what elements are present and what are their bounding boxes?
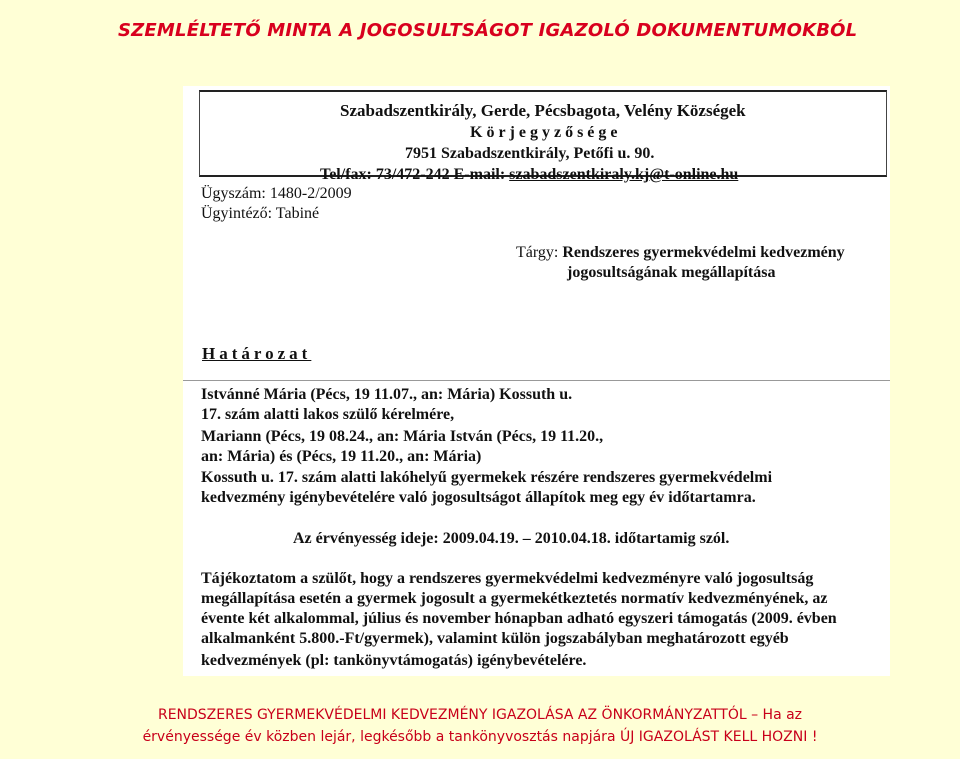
body-line: an: Mária) és (Pécs, 19 11.20., an: Mária) bbox=[201, 448, 482, 465]
scanned-document bbox=[183, 86, 890, 676]
footer-line-1: RENDSZERES GYERMEKVÉDELMI KEDVEZMÉNY IGAZOLÁSA AZ ÖNKORMÁNYZATTÓL – Ha az bbox=[157, 707, 803, 723]
letterhead-office: Körjegyzősége bbox=[470, 124, 622, 141]
divider bbox=[183, 380, 890, 381]
slide-title: SZEMLÉLTETŐ MINTA A JOGOSULTSÁGOT IGAZOLÓ DOKUMENTUMOKBÓL bbox=[118, 20, 858, 41]
letterhead bbox=[199, 90, 887, 183]
subject-text: Rendszeres gyermekvédelmi kedvezmény bbox=[562, 244, 845, 261]
telfax-label: Tel/fax: 73/472-242 E-mail: bbox=[320, 166, 510, 183]
subject-label: Tárgy: bbox=[516, 244, 563, 261]
administrator: Ügyintéző: Tabiné bbox=[201, 205, 320, 222]
subject-line bbox=[516, 244, 845, 262]
body-line: Kossuth u. 17. szám alatti lakóhelyű gyermekek részére rendszeres gyermekvédelmi bbox=[201, 469, 773, 486]
body-line: Mariann (Pécs, 19 08.24., an: Mária István (Pécs, 19 11.20., bbox=[201, 428, 604, 445]
slide-footer-note bbox=[0, 704, 960, 748]
info-line: megállapítása esetén a gyermek jogosult a gyermekétkeztetés normatív kedvezményének, az bbox=[201, 590, 828, 607]
info-line: kedvezmények (pl: tankönyvtámogatás) igénybevételére. bbox=[201, 652, 587, 669]
subject-text-continued: jogosultságának megállapítása bbox=[567, 264, 776, 281]
info-line: alkalmanként 5.800.-Ft/gyermek), valamint külön jogszabályban meghatározott egyéb bbox=[201, 630, 789, 647]
letterhead-contact bbox=[320, 166, 738, 184]
case-number: Ügyszám: 1480-2/2009 bbox=[201, 185, 352, 202]
letterhead-address: 7951 Szabadszentkirály, Petőfi u. 90. bbox=[405, 145, 655, 162]
letterhead-municipalities: Szabadszentkirály, Gerde, Pécsbagota, Velény Községek bbox=[340, 101, 746, 120]
decision-heading: Határozat bbox=[202, 344, 312, 363]
body-line: kedvezmény igénybevételére való jogosultságot állapítok meg egy év időtartamra. bbox=[201, 489, 756, 506]
info-line: évente két alkalommal, július és november hónapban adható egyszeri támogatás (2009. évben bbox=[201, 610, 837, 627]
info-line: Tájékoztatom a szülőt, hogy a rendszeres gyermekvédelmi kedvezményre való jogosultság bbox=[201, 570, 814, 587]
footer-line-2: érvényessége év közben lejár, legkésőbb a tankönyvosztás napjára ÚJ IGAZOLÁST KELL HOZNI ! bbox=[142, 729, 818, 745]
email-link: szabadszentkiraly.kj@t-online.hu bbox=[509, 166, 739, 183]
validity-period: Az érvényesség ideje: 2009.04.19. – 2010.04.18. időtartamig szól. bbox=[293, 530, 730, 547]
body-line: 17. szám alatti lakos szülő kérelmére, bbox=[201, 406, 455, 423]
body-line: Istvánné Mária (Pécs, 19 11.07., an: Mária) Kossuth u. bbox=[201, 386, 573, 403]
